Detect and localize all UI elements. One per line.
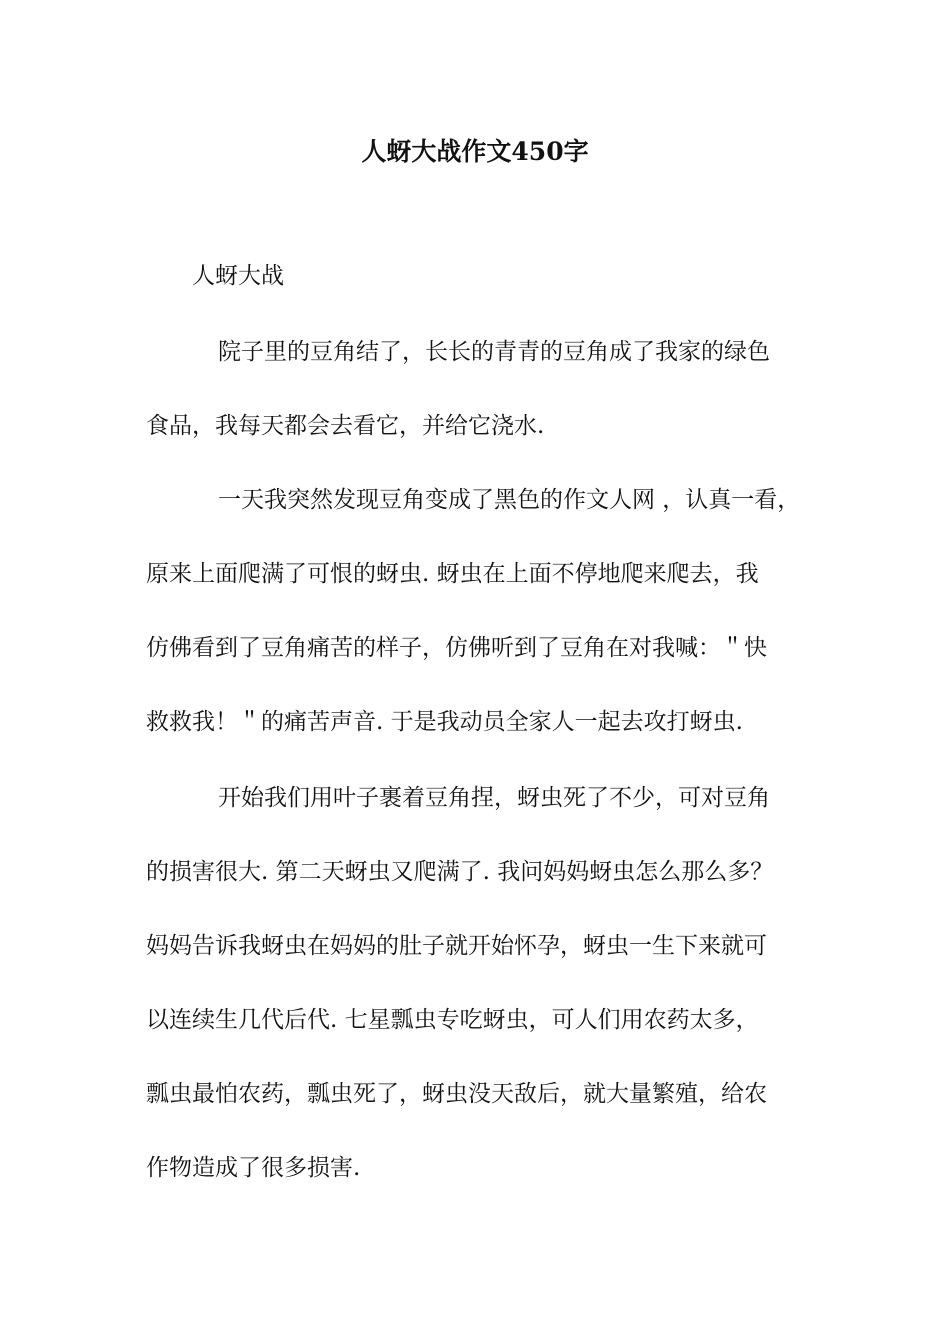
- page-title: 人蚜大战作文450字: [361, 137, 589, 166]
- paragraph-2-line-2: 原来上面爬满了可恨的蚜虫. 蚜虫在上面不停地爬来爬去，我: [146, 561, 759, 587]
- paragraph-2-line-3: 仿佛看到了豆角痛苦的样子，仿佛听到了豆角在对我喊：＂快: [146, 635, 767, 661]
- paragraph-3-line-3: 妈妈告诉我蚜虫在妈妈的肚子就开始怀孕，蚜虫一生下来就可: [146, 933, 767, 959]
- paragraph-3-line-6: 作物造成了很多损害.: [146, 1155, 361, 1181]
- paragraph-3-line-1: 开始我们用叶子裹着豆角捏，蚜虫死了不少，可对豆角: [218, 785, 770, 811]
- paragraph-1-line-1: 院子里的豆角结了，长长的青青的豆角成了我家的绿色: [218, 339, 770, 365]
- paragraph-1-line-2: 食品，我每天都会去看它，并给它浇水.: [146, 413, 545, 439]
- paragraph-3-line-5: 瓢虫最怕农药，瓢虫死了，蚜虫没天敌后，就大量繁殖，给农: [146, 1081, 767, 1107]
- paragraph-3-line-2: 的损害很大. 第二天蚜虫又爬满了. 我问妈妈蚜虫怎么那么多？: [146, 859, 774, 885]
- paragraph-2-line-4: 救救我！＂的痛苦声音. 于是我动员全家人一起去攻打蚜虫.: [146, 709, 743, 735]
- essay-subtitle: 人蚜大战: [192, 263, 284, 289]
- paragraph-3-line-4: 以连续生几代后代. 七星瓢虫专吃蚜虫，可人们用农药太多，: [146, 1007, 759, 1033]
- paragraph-2-line-1: 一天我突然发现豆角变成了黑色的作文人网 ，认真一看，: [218, 487, 801, 513]
